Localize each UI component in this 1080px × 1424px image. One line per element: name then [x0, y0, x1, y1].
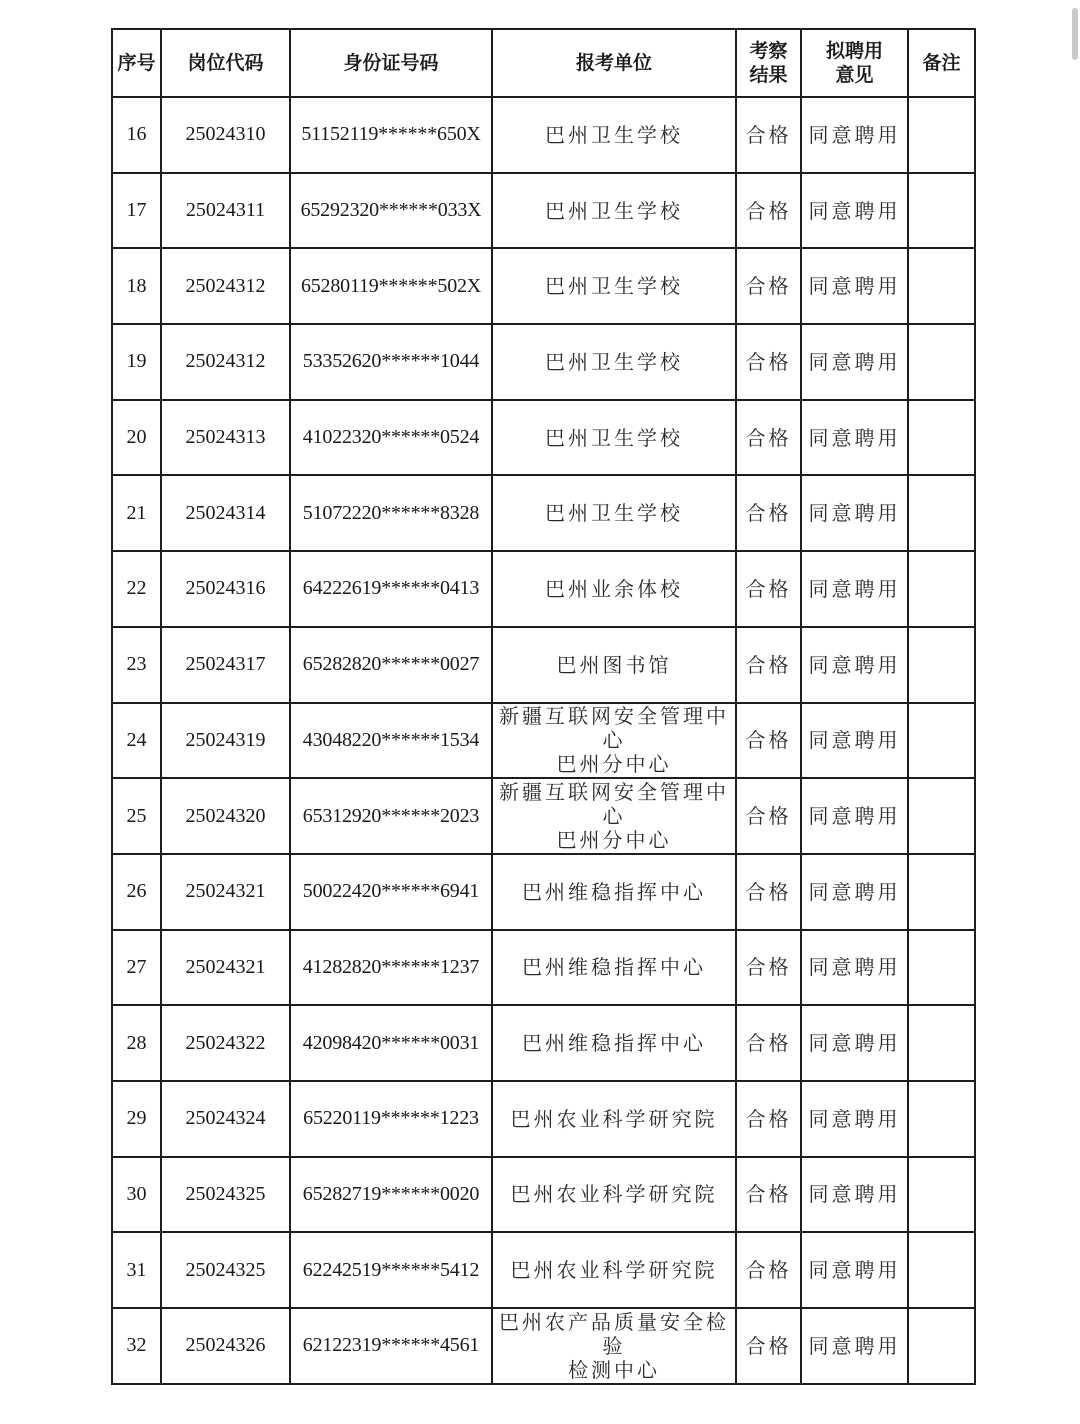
cell-id-number: 62122319******4561 [290, 1308, 492, 1384]
cell-opinion: 同意聘用 [801, 551, 908, 627]
unit-line-1: 巴州卫生学校 [545, 274, 683, 299]
cell-opinion: 同意聘用 [801, 778, 908, 854]
cell-seq: 28 [112, 1005, 161, 1081]
cell-unit [492, 475, 736, 551]
cell-post-code: 25024326 [161, 1308, 290, 1384]
unit-line-1: 巴州卫生学校 [545, 198, 683, 223]
cell-opinion: 同意聘用 [801, 324, 908, 400]
cell-result: 合格 [736, 475, 801, 551]
table-header-row [112, 29, 975, 97]
cell-remark [908, 854, 975, 930]
cell-opinion: 同意聘用 [801, 1308, 908, 1384]
cell-seq: 25 [112, 778, 161, 854]
cell-seq: 26 [112, 854, 161, 930]
cell-seq: 21 [112, 475, 161, 551]
unit-line-2: 检测中心 [568, 1357, 660, 1382]
cell-result: 合格 [736, 1081, 801, 1157]
cell-id-number: 65312920******2023 [290, 778, 492, 854]
cell-id-number: 65280119******502X [290, 248, 492, 324]
cell-result: 合格 [736, 551, 801, 627]
cell-post-code: 25024319 [161, 703, 290, 779]
cell-post-code: 25024317 [161, 627, 290, 703]
unit-line-1: 巴州农业科学研究院 [510, 1106, 718, 1131]
cell-post-code: 25024322 [161, 1005, 290, 1081]
cell-id-number: 51152119******650X [290, 97, 492, 173]
table-row [112, 248, 975, 324]
cell-unit [492, 1005, 736, 1081]
table-row [112, 1232, 975, 1308]
cell-result: 合格 [736, 1157, 801, 1233]
cell-remark [908, 627, 975, 703]
cell-id-number: 41282820******1237 [290, 930, 492, 1006]
header-result-line1: 考察 [749, 40, 788, 62]
cell-opinion: 同意聘用 [801, 400, 908, 476]
table-row [112, 400, 975, 476]
cell-result: 合格 [736, 400, 801, 476]
table-row [112, 324, 975, 400]
cell-remark [908, 930, 975, 1006]
cell-post-code: 25024313 [161, 400, 290, 476]
header-remark: 备注 [908, 29, 975, 97]
unit-line-1: 巴州农产品质量安全检验 [499, 1309, 729, 1358]
unit-line-1: 巴州农业科学研究院 [510, 1258, 718, 1283]
cell-result: 合格 [736, 324, 801, 400]
table-row [112, 627, 975, 703]
table-row [112, 475, 975, 551]
cell-unit [492, 703, 736, 779]
cell-unit [492, 1308, 736, 1384]
cell-post-code: 25024321 [161, 854, 290, 930]
cell-seq: 16 [112, 97, 161, 173]
cell-result: 合格 [736, 248, 801, 324]
header-unit: 报考单位 [492, 29, 736, 97]
cell-seq: 18 [112, 248, 161, 324]
cell-remark [908, 1081, 975, 1157]
cell-opinion: 同意聘用 [801, 930, 908, 1006]
cell-result: 合格 [736, 1005, 801, 1081]
cell-result: 合格 [736, 930, 801, 1006]
cell-opinion: 同意聘用 [801, 1157, 908, 1233]
unit-line-2: 巴州分中心 [556, 752, 672, 777]
header-seq: 序号 [112, 29, 161, 97]
cell-remark [908, 1005, 975, 1081]
cell-remark [908, 173, 975, 249]
cell-remark [908, 248, 975, 324]
cell-post-code: 25024325 [161, 1157, 290, 1233]
unit-line-1: 新疆互联网安全管理中心 [499, 780, 729, 829]
cell-opinion: 同意聘用 [801, 1005, 908, 1081]
cell-opinion: 同意聘用 [801, 1232, 908, 1308]
unit-line-1: 巴州卫生学校 [545, 122, 683, 147]
cell-post-code: 25024316 [161, 551, 290, 627]
cell-unit [492, 1081, 736, 1157]
table-row [112, 97, 975, 173]
header-post-code: 岗位代码 [161, 29, 290, 97]
cell-post-code: 25024310 [161, 97, 290, 173]
table-row [112, 551, 975, 627]
cell-result: 合格 [736, 173, 801, 249]
cell-id-number: 65220119******1223 [290, 1081, 492, 1157]
cell-unit [492, 97, 736, 173]
table-row [112, 1081, 975, 1157]
cell-result: 合格 [736, 854, 801, 930]
cell-opinion: 同意聘用 [801, 627, 908, 703]
cell-opinion: 同意聘用 [801, 703, 908, 779]
scrollbar-thumb[interactable] [1072, 8, 1078, 60]
cell-unit [492, 400, 736, 476]
cell-id-number: 64222619******0413 [290, 551, 492, 627]
unit-line-2: 巴州分中心 [556, 828, 672, 853]
cell-result: 合格 [736, 1232, 801, 1308]
header-opinion-line1: 拟聘用 [825, 40, 883, 62]
cell-result: 合格 [736, 1308, 801, 1384]
cell-remark [908, 703, 975, 779]
cell-post-code: 25024311 [161, 173, 290, 249]
unit-line-1: 巴州维稳指挥中心 [522, 879, 706, 904]
table-row [112, 703, 975, 779]
cell-result: 合格 [736, 703, 801, 779]
unit-line-1: 巴州卫生学校 [545, 425, 683, 450]
cell-unit [492, 1232, 736, 1308]
unit-line-1: 巴州维稳指挥中心 [522, 955, 706, 980]
cell-unit [492, 551, 736, 627]
cell-remark [908, 97, 975, 173]
unit-line-1: 巴州业余体校 [545, 576, 683, 601]
cell-remark [908, 778, 975, 854]
unit-line-1: 巴州卫生学校 [545, 501, 683, 526]
cell-seq: 22 [112, 551, 161, 627]
cell-unit [492, 778, 736, 854]
cell-opinion: 同意聘用 [801, 1081, 908, 1157]
cell-remark [908, 1157, 975, 1233]
cell-seq: 19 [112, 324, 161, 400]
cell-seq: 24 [112, 703, 161, 779]
cell-post-code: 25024321 [161, 930, 290, 1006]
cell-post-code: 25024312 [161, 248, 290, 324]
cell-result: 合格 [736, 778, 801, 854]
cell-opinion: 同意聘用 [801, 173, 908, 249]
cell-unit [492, 248, 736, 324]
unit-line-1: 新疆互联网安全管理中心 [499, 704, 729, 753]
unit-line-1: 巴州维稳指挥中心 [522, 1031, 706, 1056]
cell-seq: 20 [112, 400, 161, 476]
cell-seq: 31 [112, 1232, 161, 1308]
cell-id-number: 65292320******033X [290, 173, 492, 249]
header-result-line2: 结果 [749, 64, 788, 86]
table-row [112, 854, 975, 930]
cell-seq: 32 [112, 1308, 161, 1384]
cell-id-number: 62242519******5412 [290, 1232, 492, 1308]
cell-unit [492, 854, 736, 930]
cell-remark [908, 1232, 975, 1308]
cell-opinion: 同意聘用 [801, 248, 908, 324]
cell-post-code: 25024312 [161, 324, 290, 400]
cell-id-number: 51072220******8328 [290, 475, 492, 551]
cell-opinion: 同意聘用 [801, 97, 908, 173]
table-row [112, 930, 975, 1006]
cell-unit [492, 930, 736, 1006]
cell-opinion: 同意聘用 [801, 475, 908, 551]
cell-result: 合格 [736, 627, 801, 703]
cell-post-code: 25024325 [161, 1232, 290, 1308]
cell-unit [492, 627, 736, 703]
cell-post-code: 25024320 [161, 778, 290, 854]
unit-line-1: 巴州农业科学研究院 [510, 1182, 718, 1207]
header-opinion [801, 29, 908, 97]
cell-unit [492, 324, 736, 400]
cell-id-number: 41022320******0524 [290, 400, 492, 476]
header-id-number: 身份证号码 [290, 29, 492, 97]
cell-result: 合格 [736, 97, 801, 173]
cell-opinion: 同意聘用 [801, 854, 908, 930]
cell-unit [492, 1157, 736, 1233]
table-row [112, 1005, 975, 1081]
cell-id-number: 65282820******0027 [290, 627, 492, 703]
cell-id-number: 65282719******0020 [290, 1157, 492, 1233]
header-opinion-line2: 意见 [835, 64, 874, 86]
cell-seq: 23 [112, 627, 161, 703]
table-row [112, 173, 975, 249]
cell-remark [908, 1308, 975, 1384]
cell-id-number: 50022420******6941 [290, 854, 492, 930]
cell-seq: 27 [112, 930, 161, 1006]
cell-seq: 30 [112, 1157, 161, 1233]
header-result [736, 29, 801, 97]
cell-seq: 29 [112, 1081, 161, 1157]
cell-remark [908, 400, 975, 476]
table-row [112, 1157, 975, 1233]
cell-id-number: 43048220******1534 [290, 703, 492, 779]
cell-remark [908, 324, 975, 400]
table-row [112, 778, 975, 854]
table-row [112, 1308, 975, 1384]
cell-id-number: 53352620******1044 [290, 324, 492, 400]
hiring-roster-table [111, 28, 976, 1385]
unit-line-1: 巴州图书馆 [556, 652, 672, 677]
cell-unit [492, 173, 736, 249]
cell-remark [908, 475, 975, 551]
cell-post-code: 25024314 [161, 475, 290, 551]
cell-post-code: 25024324 [161, 1081, 290, 1157]
cell-remark [908, 551, 975, 627]
cell-seq: 17 [112, 173, 161, 249]
unit-line-1: 巴州卫生学校 [545, 349, 683, 374]
cell-id-number: 42098420******0031 [290, 1005, 492, 1081]
